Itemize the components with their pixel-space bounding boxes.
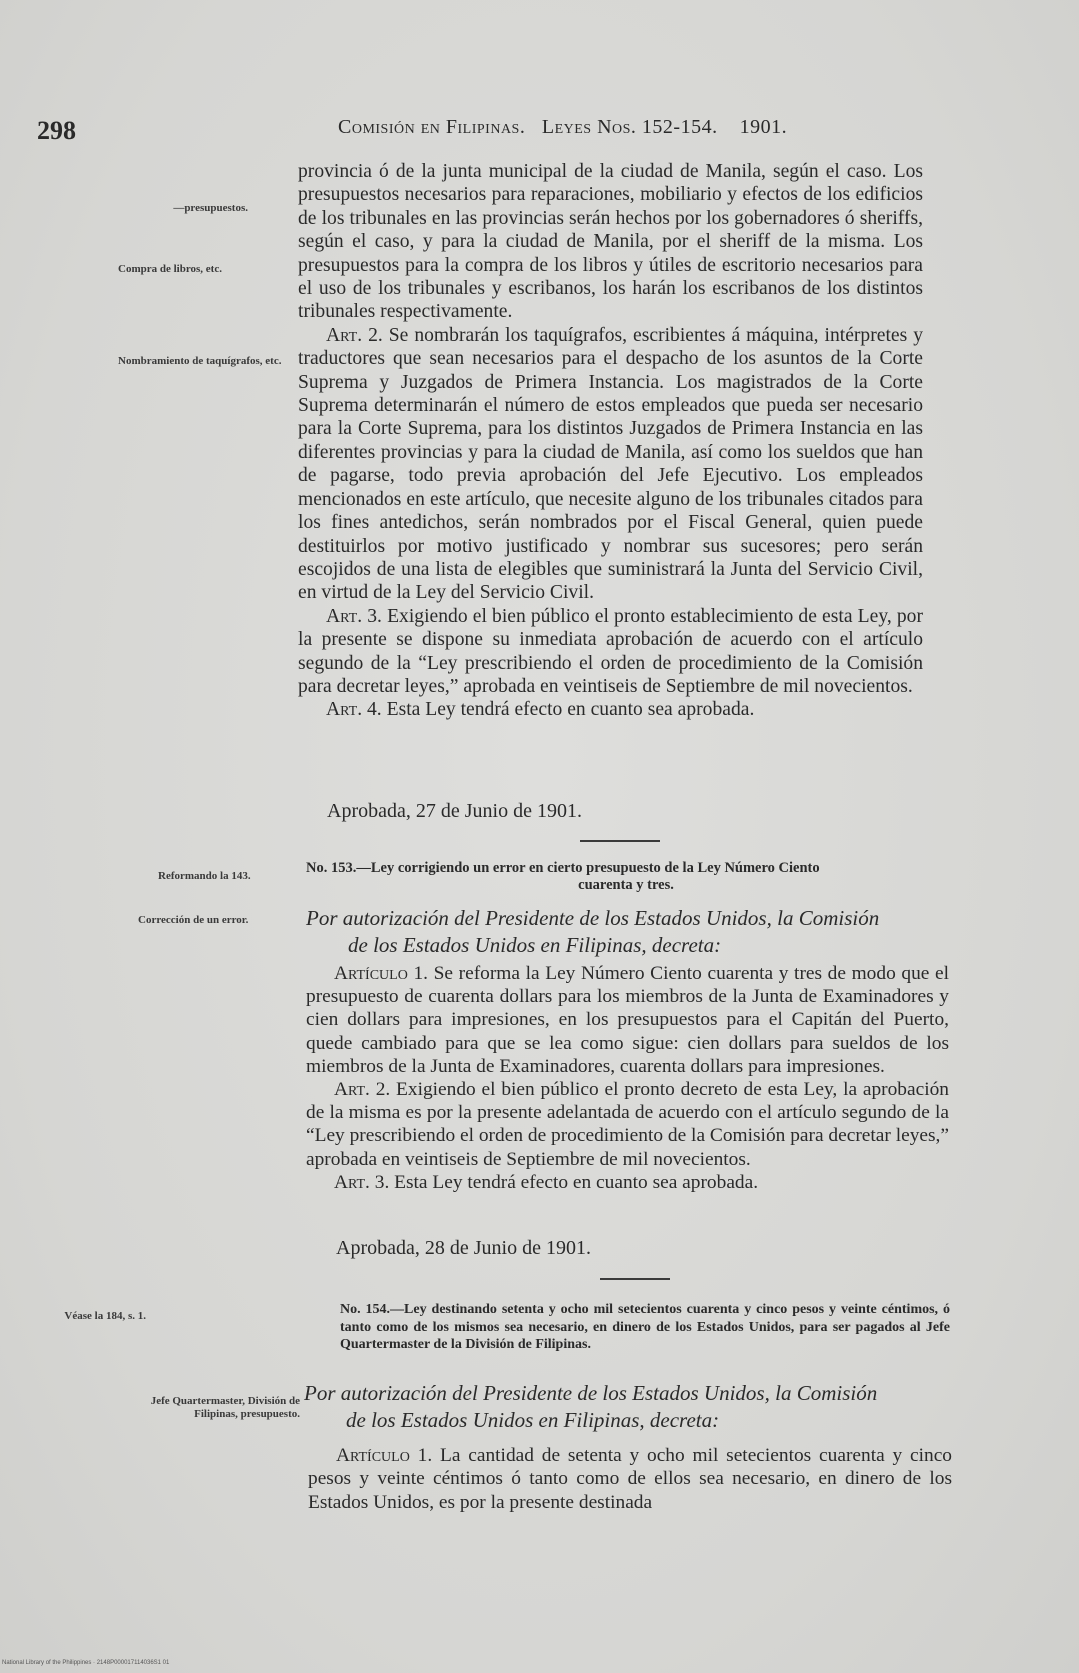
article-label: Artículo 1. — [334, 963, 428, 984]
article-label: Art. 3. — [326, 605, 382, 627]
article-3 — [306, 1171, 949, 1194]
law-153-body — [306, 962, 949, 1194]
article-3 — [298, 605, 923, 699]
margin-note-jefe: Jefe Quartermaster, División de Filipinas, presupuesto. — [150, 1395, 300, 1420]
law-152-continuation — [298, 160, 923, 722]
article-text: Exigiendo el bien público el pronto decreto de esta Ley, la aprobación de la misma es por la presente adelantada de acuerdo con el artículo segundo de la “Ley prescribiendo el orden de procedimiento de la Comisión para decretar leyes,” aprobada en veintiseis de Septiembre de mil novecientos. — [306, 1079, 949, 1170]
article-label: Artículo 1. — [336, 1445, 433, 1466]
article-text: Se reforma la Ley Número Ciento cuarenta y tres de modo que el presupuesto de cuarenta dollars para los miembros de la Junta de Examinadores y cien dollars para impresiones, en los presupuestos para el Capitán del Puerto, quede cambiado para que se lea como sigue: cien dollars para sueldos de los miembros de la Junta de Examinadores, cuarenta dollars para impresiones. — [306, 963, 949, 1077]
approval-date-152: Aprobada, 27 de Junio de 1901. — [327, 800, 582, 822]
header-laws: Leyes Nos. 152-154. — [541, 116, 718, 138]
article-label: Art. 3. — [334, 1171, 390, 1193]
article-4 — [298, 698, 923, 721]
law-154-enacting-clause — [304, 1380, 964, 1434]
margin-note-presupuestos: —presupuestos. — [173, 202, 248, 214]
scan-footer: National Library of the Philippines · 2148P000017114036S1 01 — [2, 1660, 170, 1666]
margin-note-nombramiento: Nombramiento de taquígrafos, etc. — [118, 355, 282, 367]
paragraph-presupuestos: provincia ó de la junta municipal de la ciudad de Manila, según el caso. Los presupuestos necesarios para reparaciones, mobiliario y efectos de los edificios de los tribunales en las provincias serán hechos por los gobernadores ó sheriffs, según el caso, y para la ciudad de Manila, por el sheriff de la misma. Los presupuestos para la compra de los libros y útiles de escritorio necesarios para el uso de los tribunales y escribanos, los harán los escribanos de los distintos tribunales respectivamente. — [298, 161, 923, 323]
page-number: 298 — [37, 116, 76, 145]
header-year: 1901. — [739, 116, 788, 138]
law-154-body — [308, 1444, 952, 1514]
approval-date-153: Aprobada, 28 de Junio de 1901. — [336, 1237, 591, 1259]
running-header — [338, 116, 787, 139]
law-153-title — [306, 860, 946, 894]
article-text: Exigiendo el bien público el pronto establecimiento de esta Ley, por la presente se dispone su inmediata aprobación de acuerdo con el artículo segundo de la “Ley prescribiendo el orden de procedimiento de la Comisión para decretar leyes,” aprobada en veintiseis de Septiembre de mil novecientos. — [298, 605, 923, 697]
article-text: Se nombrarán los taquígrafos, escribientes á máquina, intérpretes y traductores que sean necesarios para el despacho de los asuntos de la Corte Suprema y Juzgados de Primera Instancia. Los magistrados de la Corte Suprema determinarán el número de estos empleados que pueda ser necesario para la Corte Suprema, para los distintos Juzgados de Primera Instancia en las diferentes provincias y para la ciudad de Manila, así como los sueldos que han de pagarse, todo previa aprobación del Jefe Ejecutivo. Los empleados mencionados en este artículo, que necesite alguno de los tribunales citados para los fines antedichos, serán nombrados por el Fiscal General, quien puede destituirlos por motivo justificado y nombrar sus sucesores; pero serán escojidos de una lista de elegibles que suministrará la Junta del Servicio Civil, en virtud de la Ley del Servicio Civil. — [298, 324, 923, 604]
article-label: Art. 4. — [326, 699, 382, 721]
law-153-enacting-clause — [306, 905, 946, 959]
article-2 — [298, 324, 923, 605]
article-text: La cantidad de setenta y ocho mil setecientos cuarenta y cinco pesos y veinte céntimos ó tanto como de ellos sea necesario, en dinero de los Estados Unidos, es por la presente destinada — [308, 1445, 952, 1513]
article-label: Art. 2. — [334, 1079, 391, 1101]
article-1 — [308, 1444, 952, 1514]
article-1 — [306, 962, 949, 1078]
margin-note-correccion: Corrección de un error. — [138, 914, 249, 926]
header-commission: Comisión en Filipinas. — [338, 116, 526, 138]
section-divider — [600, 1278, 670, 1280]
law-153-title-line1: No. 153.—Ley corrigiendo un error en cierto presupuesto de la Ley Número Ciento — [306, 860, 820, 876]
margin-note-vease: Véase la 184, s. 1. — [64, 1310, 146, 1322]
article-2 — [306, 1078, 949, 1171]
decree-line2: de los Estados Unidos en Filipinas, decreta: — [346, 1408, 720, 1432]
decree-line2: de los Estados Unidos en Filipinas, decreta: — [348, 933, 722, 957]
article-label: Art. 2. — [326, 324, 383, 346]
section-divider — [580, 840, 660, 842]
law-153-title-line2: cuarenta y tres. — [578, 877, 674, 893]
decree-line1: Por autorización del Presidente de los Estados Unidos, la Comisión — [304, 1381, 878, 1405]
law-154-title: No. 154.—Ley destinando setenta y ocho mil setecientos cuarenta y cinco pesos y veinte céntimos, ó tanto como de los mismos sea necesario, en dinero de los Estados Unidos, para ser pagados al Jefe Quartermaster de la División de Filipinas. — [340, 1302, 950, 1352]
decree-line1: Por autorización del Presidente de los Estados Unidos, la Comisión — [306, 906, 880, 930]
margin-note-reformando: Reformando la 143. — [158, 870, 251, 882]
article-text: Esta Ley tendrá efecto en cuanto sea aprobada. — [394, 1171, 759, 1193]
margin-note-compra: Compra de libros, etc. — [118, 263, 222, 275]
article-text: Esta Ley tendrá efecto en cuanto sea aprobada. — [386, 699, 755, 721]
